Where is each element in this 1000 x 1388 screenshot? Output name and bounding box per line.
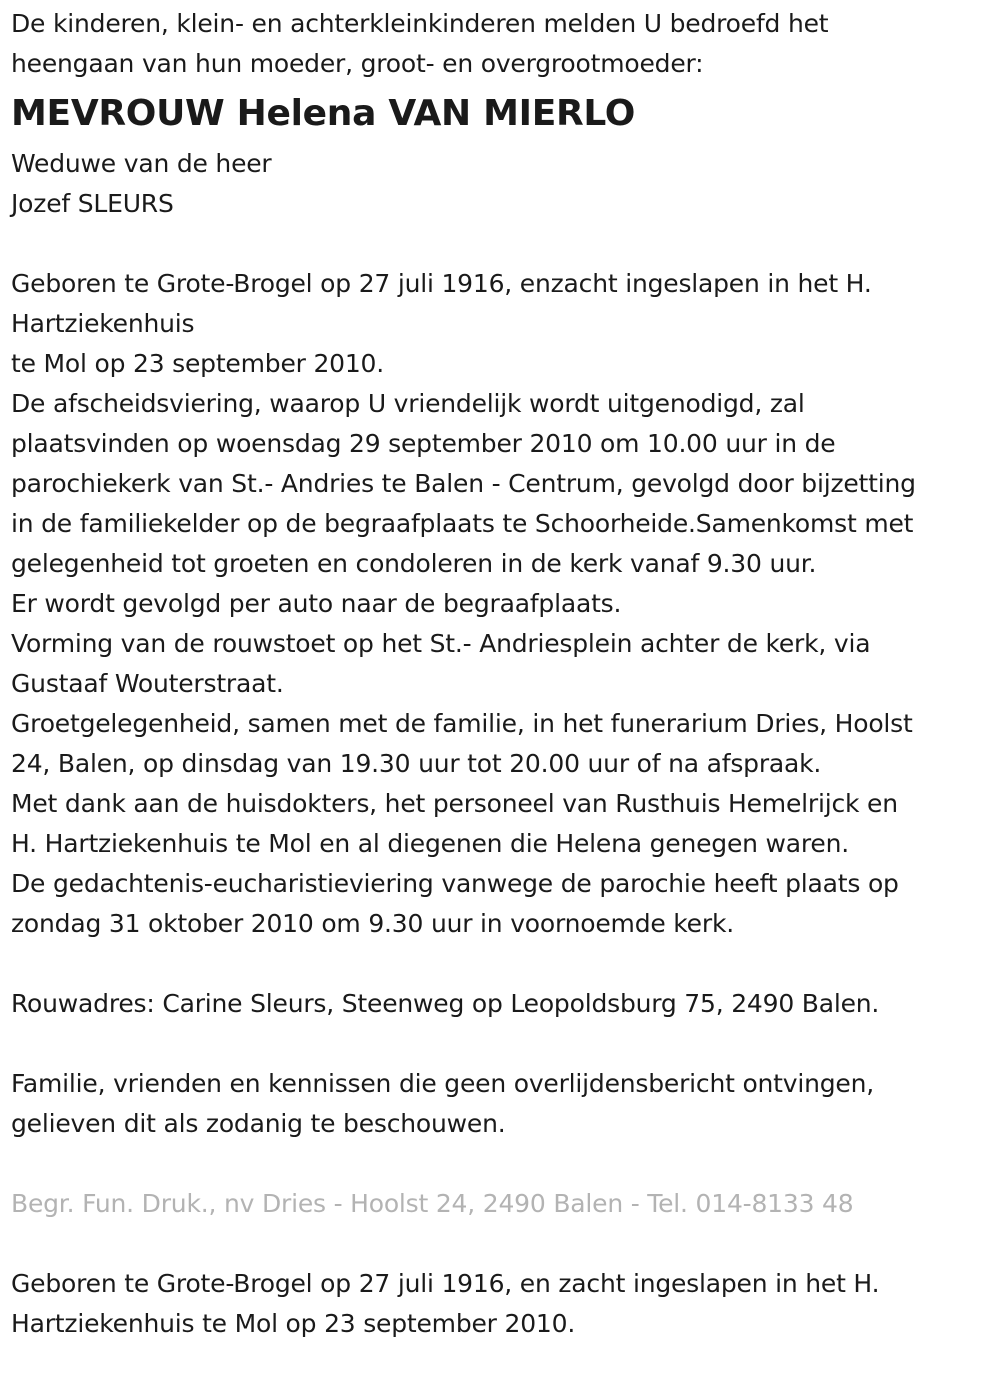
mourning-address: Rouwadres: Carine Sleurs, Steenweg op Leopoldsburg 75, 2490 Balen. <box>11 989 880 1018</box>
spacer <box>11 224 996 264</box>
body-line: Met dank aan de huisdokters, het personeel van Rusthuis Hemelrijck en <box>11 789 898 818</box>
body-line: te Mol op 23 september 2010. <box>11 349 385 378</box>
spouse-line: Jozef SLEURS <box>11 189 174 218</box>
spouse-line: Weduwe van de heer <box>11 149 272 178</box>
body-line: gelegenheid tot groeten en condoleren in de kerk vanaf 9.30 uur. <box>11 549 817 578</box>
spacer <box>11 1224 996 1264</box>
body-line: De afscheidsviering, waarop U vriendelijk wordt uitgenodigd, zal <box>11 389 805 418</box>
body-line: in de familiekelder op de begraafplaats te Schoorheide.Samenkomst met <box>11 509 914 538</box>
intro-line: heengaan van hun moeder, groot- en overgrootmoeder: <box>11 49 704 78</box>
intro-block <box>11 4 996 84</box>
spouse-block <box>11 144 996 224</box>
notice-block <box>11 1064 996 1144</box>
footer-block <box>11 1264 996 1344</box>
body-line: parochiekerk van St.- Andries te Balen - Centrum, gevolgd door bijzetting <box>11 469 916 498</box>
intro-line: De kinderen, klein- en achterkleinkinderen melden U bedroefd het <box>11 9 829 38</box>
spacer <box>11 1144 996 1184</box>
footer-line: Hartziekenhuis te Mol op 23 september 2010. <box>11 1309 576 1338</box>
body-line: zondag 31 oktober 2010 om 9.30 uur in voornoemde kerk. <box>11 909 734 938</box>
body-line: Gustaaf Wouterstraat. <box>11 669 284 698</box>
notice-line: gelieven dit als zodanig te beschouwen. <box>11 1109 506 1138</box>
body-line: Er wordt gevolgd per auto naar de begraafplaats. <box>11 589 622 618</box>
printer-credit: Begr. Fun. Druk., nv Dries - Hoolst 24, 2490 Balen - Tel. 014-8133 48 <box>11 1189 854 1218</box>
notice-line: Familie, vrienden en kennissen die geen overlijdensbericht ontvingen, <box>11 1069 875 1098</box>
deceased-name: MEVROUW Helena VAN MIERLO <box>11 93 636 134</box>
spacer <box>11 944 996 984</box>
body-line: 24, Balen, op dinsdag van 19.30 uur tot 20.00 uur of na afspraak. <box>11 749 822 778</box>
body-line: Geboren te Grote-Brogel op 27 juli 1916, enzacht ingeslapen in het H. <box>11 269 872 298</box>
body-line: Hartziekenhuis <box>11 309 195 338</box>
body-block <box>11 264 996 944</box>
body-line: plaatsvinden op woensdag 29 september 2010 om 10.00 uur in de <box>11 429 836 458</box>
body-line: De gedachtenis-eucharistieviering vanwege de parochie heeft plaats op <box>11 869 899 898</box>
body-line: Groetgelegenheid, samen met de familie, in het funerarium Dries, Hoolst <box>11 709 913 738</box>
obituary-notice <box>11 4 996 1344</box>
footer-line: Geboren te Grote-Brogel op 27 juli 1916, en zacht ingeslapen in het H. <box>11 1269 880 1298</box>
spacer <box>11 1024 996 1064</box>
body-line: H. Hartziekenhuis te Mol en al diegenen die Helena genegen waren. <box>11 829 850 858</box>
body-line: Vorming van de rouwstoet op het St.- Andriesplein achter de kerk, via <box>11 629 871 658</box>
